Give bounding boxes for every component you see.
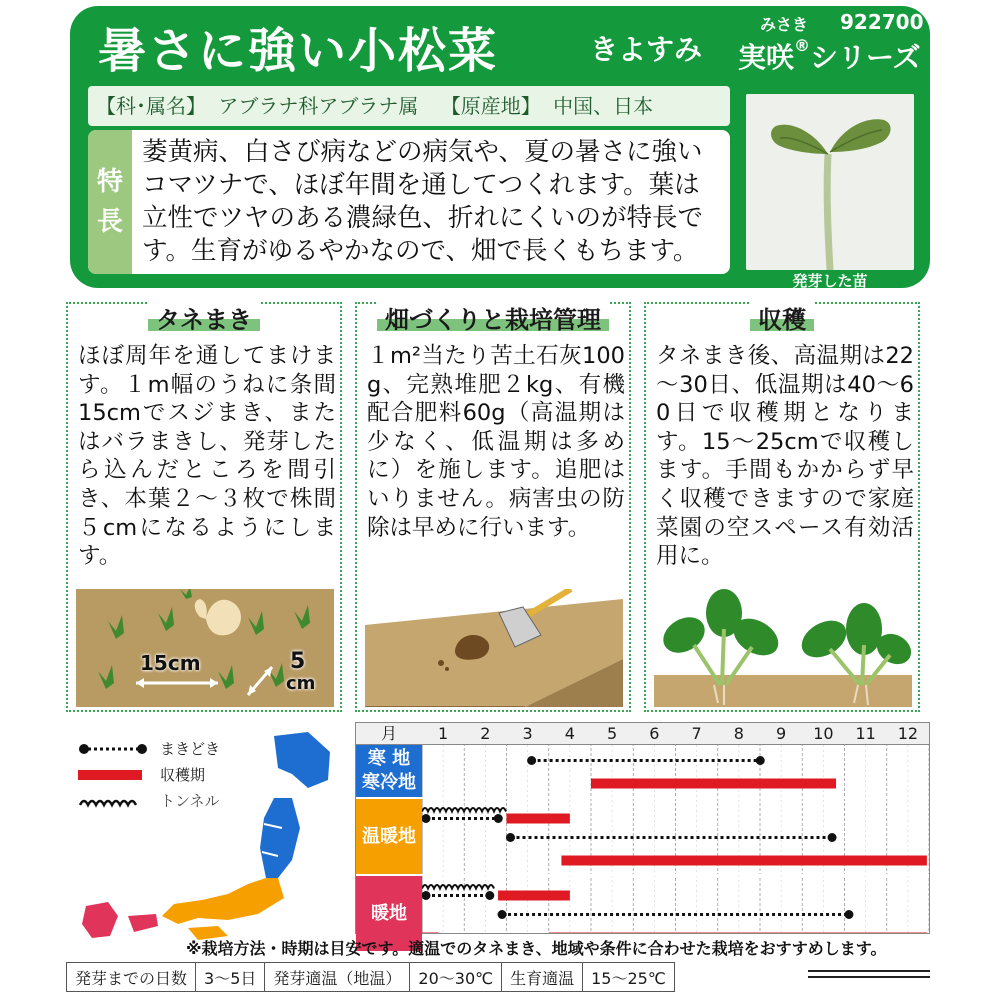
calendar-header bbox=[356, 723, 929, 745]
info-label: 発芽適温（地温） bbox=[265, 963, 410, 992]
header-panel bbox=[70, 6, 930, 288]
info-row bbox=[67, 963, 675, 992]
calendar-month: 5 bbox=[607, 724, 618, 743]
soil-heading bbox=[377, 300, 609, 335]
footnote: ※栽培方法・時期は目安です。適温でのタネまき、地域や条件に合わせた栽培をおすすめします。 bbox=[186, 939, 887, 958]
calendar-legend bbox=[78, 738, 278, 818]
info-value: 20～30℃ bbox=[410, 963, 502, 992]
sowing-end-dot bbox=[494, 814, 503, 823]
calendar-month: 3 bbox=[522, 724, 533, 743]
meta-bar bbox=[88, 86, 730, 126]
germination-info-table bbox=[66, 962, 675, 992]
calendar-region-label bbox=[356, 745, 422, 797]
calendar-month: 8 bbox=[733, 724, 744, 743]
soil-heading-text: 畑づくりと栽培管理 bbox=[385, 306, 601, 334]
calendar-grid bbox=[356, 723, 929, 933]
seedling-illustration bbox=[746, 94, 914, 270]
variety-name: きよすみ bbox=[590, 33, 703, 66]
sowing-end-dot bbox=[756, 756, 765, 765]
product-code: 922700 bbox=[840, 10, 924, 34]
sowing-start-dot bbox=[422, 814, 431, 823]
harvest-period-bar bbox=[549, 933, 927, 934]
rule-line bbox=[808, 970, 930, 972]
features-box bbox=[88, 130, 730, 274]
product-title: 暑さに強い小松菜 bbox=[98, 23, 499, 79]
features-tab-char: 特 bbox=[96, 167, 123, 197]
sowing-end-dot bbox=[844, 910, 853, 919]
calendar-region-label bbox=[356, 799, 422, 874]
soil-illustration bbox=[365, 589, 623, 707]
harvest-illustration bbox=[654, 589, 912, 707]
harvest-text: タネまき後、高温期は22～30日、低温期は40～60日で収穫期となります。15～25cmで収穫します。手間もかからず早く収穫できますので家庭菜園の空スペース有効活用に。 bbox=[656, 343, 914, 570]
harvest-period-bar bbox=[591, 779, 836, 789]
origin-value: 中国、日本 bbox=[553, 94, 654, 118]
photo-caption: 発芽した苗 bbox=[792, 272, 868, 290]
sowing-heading bbox=[148, 300, 260, 335]
sowing-start-dot bbox=[506, 833, 515, 842]
calendar-month: 1 bbox=[438, 724, 449, 743]
legend-sowing-label: まきどき bbox=[160, 740, 221, 758]
calendar-month: 10 bbox=[813, 724, 834, 743]
info-value: 3～5日 bbox=[196, 963, 265, 992]
sowing-start-dot bbox=[527, 756, 536, 765]
info-value: 15～25℃ bbox=[583, 963, 675, 992]
sowing-heading-text: タネまき bbox=[156, 306, 252, 334]
sowing-text: ほぼ周年を通してまけます。１m幅のうねに条間15cmでスジまき、またはバラまきし、発芽したら込んだところを間引き、本葉２～３枚で株間５cmになるようにします。 bbox=[78, 343, 336, 570]
family-value: アブラナ科アブラナ属 bbox=[218, 94, 419, 118]
harvest-bar-icon bbox=[78, 765, 148, 785]
tunnel-arc bbox=[422, 885, 494, 889]
tunnel-arc-icon bbox=[78, 791, 148, 811]
sowing-line-icon bbox=[78, 739, 148, 759]
calendar-region-name: 温暖地 bbox=[362, 825, 416, 847]
map-warm-region bbox=[162, 878, 284, 940]
info-label: 生育適温 bbox=[502, 963, 583, 992]
calendar-region-name: 暖地 bbox=[371, 902, 407, 924]
hoe-soil-drawing bbox=[365, 589, 623, 707]
calendar-month-label: 月 bbox=[380, 724, 397, 743]
info-label: 発芽までの日数 bbox=[67, 963, 196, 992]
family-label: 【科･属名】 bbox=[96, 94, 206, 118]
soil-text: １m²当たり苦土石灰100g、完熟堆肥２kg、有機配合肥料60g（高温期は少なく、低温期は多めに）を施します。追肥はいりません。病害虫の防除は早めに行います。 bbox=[367, 343, 625, 541]
legend-harvest-label: 収穫期 bbox=[160, 766, 206, 784]
map-hot-region bbox=[82, 902, 158, 938]
features-tab-char: 長 bbox=[96, 207, 123, 237]
sowing-end-dot bbox=[485, 891, 494, 900]
calendar-month: 4 bbox=[564, 724, 575, 743]
registered-mark: ® bbox=[794, 36, 811, 55]
calendar-month: 6 bbox=[649, 724, 660, 743]
sowing-panel bbox=[66, 302, 342, 712]
origin-label: 【原産地】 bbox=[440, 94, 541, 118]
harvest-panel bbox=[644, 302, 920, 712]
calendar-month: 2 bbox=[480, 724, 491, 743]
harvest-period-bar bbox=[422, 933, 439, 934]
seedling-photo bbox=[746, 94, 914, 270]
barcode-lines bbox=[808, 970, 930, 984]
harvest-period-bar bbox=[561, 856, 926, 866]
sowing-start-dot bbox=[498, 910, 507, 919]
calendar-month: 12 bbox=[897, 724, 919, 743]
calendar-month: 7 bbox=[691, 724, 702, 743]
harvest-heading bbox=[750, 300, 814, 335]
soil-panel bbox=[355, 302, 631, 712]
sowing-end-dot bbox=[828, 833, 837, 842]
cultivation-calendar bbox=[355, 722, 930, 934]
row-spacing-label: 15cm bbox=[140, 651, 201, 675]
series-suffix: シリーズ bbox=[810, 41, 921, 74]
harvest-heading-text: 収穫 bbox=[758, 306, 806, 334]
calendar-region-name: 寒 地 bbox=[367, 748, 411, 769]
sowing-start-dot bbox=[422, 891, 431, 900]
plant-spacing-label-num: 5 bbox=[290, 649, 306, 674]
plant-spacing-label-unit: cm bbox=[286, 673, 316, 694]
features-tab bbox=[88, 130, 132, 274]
features-text: 萎黄病、白さび病などの病気や、夏の暑さに強いコマツナで、ほぼ年間を通してつくれます。葉は立性でツヤのある濃緑色、折れにくいのが特長です。生育がゆるやかなので、畑で長くもちます。 bbox=[142, 137, 704, 266]
calendar-month: 9 bbox=[776, 724, 787, 743]
harvest-period-bar bbox=[507, 814, 570, 824]
series-name bbox=[738, 36, 921, 76]
calendar-region-name: 寒冷地 bbox=[362, 772, 416, 793]
series-ruby: みさき bbox=[760, 15, 809, 34]
sowing-illustration bbox=[76, 589, 334, 707]
komatsuna-drawing bbox=[654, 589, 912, 707]
rule-line bbox=[808, 976, 930, 978]
legend-tunnel-label: トンネル bbox=[160, 792, 220, 810]
harvest-period-bar bbox=[498, 891, 570, 901]
calendar-month: 11 bbox=[855, 724, 876, 743]
series-name-main: 実咲 bbox=[738, 41, 795, 74]
